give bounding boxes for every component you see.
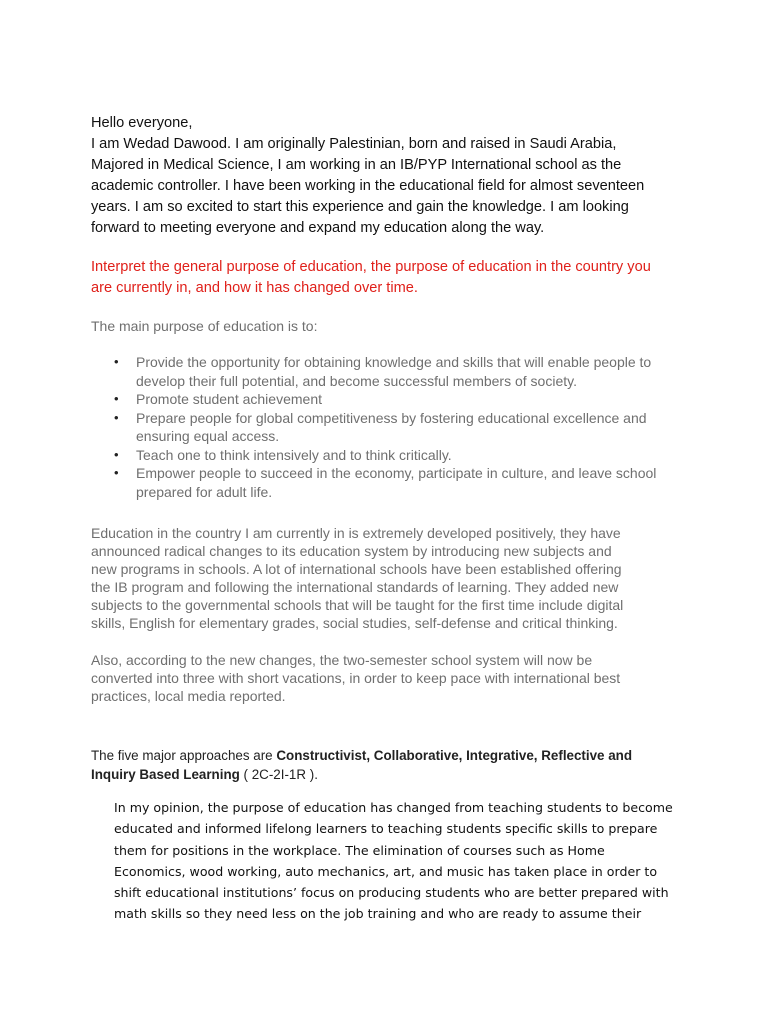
prompt-line: Interpret the general purpose of education, the purpose of education in the country you bbox=[91, 259, 651, 275]
country-line: the IB program and following the international standards of learning. They added new bbox=[91, 579, 619, 595]
opinion-line: shift educational institutions’ focus on producing students who are better prepared with bbox=[114, 885, 669, 901]
list-item-text: Teach one to think intensively and to think critically. bbox=[136, 446, 452, 463]
bullet-icon: • bbox=[114, 409, 119, 425]
list-item bbox=[91, 390, 681, 409]
approaches-suffix: ( 2C-2I-1R ). bbox=[239, 766, 318, 782]
purpose-lead bbox=[91, 317, 681, 335]
list-item-text: Prepare people for global competitiveness by fostering educational excellence and ensuring equal access. bbox=[136, 409, 647, 444]
intro-line: Majored in Medical Science, I am working in an IB/PYP International school as the bbox=[91, 157, 622, 173]
approaches-bold-2: Inquiry Based Learning bbox=[91, 766, 240, 782]
approaches-bold-1: Constructivist, Collaborative, Integrative, Reflective and bbox=[276, 748, 633, 763]
discussion-prompt bbox=[91, 257, 691, 299]
opinion-line: math skills so they need less on the job training and who are ready to assume their bbox=[114, 906, 642, 922]
purpose-list bbox=[91, 353, 681, 501]
prompt-line: are currently in, and how it has changed over time. bbox=[91, 280, 418, 296]
list-item-text: Provide the opportunity for obtaining knowledge and skills that will enable people to develop their full potential, and become successful members of society. bbox=[136, 354, 652, 389]
approaches-line-1 bbox=[91, 747, 681, 766]
intro-line: I am Wedad Dawood. I am originally Palestinian, born and raised in Saudi Arabia, bbox=[91, 136, 617, 152]
country-line: new programs in schools. A lot of international schools have been established offering bbox=[91, 561, 622, 577]
list-item bbox=[91, 464, 681, 501]
list-item-text: Empower people to succeed in the economy, participate in culture, and leave school prepared for adult life. bbox=[136, 465, 657, 500]
opinion-line: educated and informed lifelong learners to teaching students specific skills to prepare bbox=[114, 821, 658, 837]
list-item-text: Promote student achievement bbox=[136, 391, 322, 407]
approaches-prefix: The five major approaches are bbox=[91, 748, 277, 763]
bullet-icon: • bbox=[114, 391, 119, 406]
approaches-paragraph bbox=[91, 747, 681, 784]
country-line: skills, English for elementary grades, social studies, self-defense and critical thinking. bbox=[91, 615, 618, 631]
intro-line: forward to meeting everyone and expand my education along the way. bbox=[91, 220, 545, 236]
bullet-icon: • bbox=[114, 354, 119, 369]
list-item bbox=[91, 446, 681, 465]
approaches-line-2 bbox=[91, 766, 681, 785]
bullet-icon: • bbox=[114, 465, 119, 480]
opinion-line: Economics, wood working, auto mechanics, art, and music has taken place in order to bbox=[114, 863, 658, 879]
changes-line: practices, local media reported. bbox=[91, 688, 286, 704]
greeting-line: Hello everyone, bbox=[91, 115, 193, 131]
opinion-line: In my opinion, the purpose of education has changed from teaching students to become bbox=[114, 800, 673, 815]
list-item bbox=[91, 353, 681, 390]
intro-line: academic controller. I have been working in the educational field for almost seventeen bbox=[91, 178, 645, 194]
list-item bbox=[91, 409, 681, 446]
country-line: Education in the country I am currently in is extremely developed positively, they have bbox=[91, 525, 621, 541]
country-line: announced radical changes to its education system by introducing new subjects and bbox=[91, 543, 612, 559]
intro-section bbox=[91, 113, 691, 239]
intro-line: years. I am so excited to start this experience and gain the knowledge. I am looking bbox=[91, 199, 629, 215]
changes-paragraph bbox=[91, 651, 681, 705]
changes-line: Also, according to the new changes, the two-semester school system will now be bbox=[91, 652, 593, 668]
changes-line: converted into three with short vacations, in order to keep pace with international best bbox=[91, 670, 621, 686]
opinion-line: them for positions in the workplace. The elimination of courses such as Home bbox=[114, 842, 605, 858]
bullet-icon: • bbox=[114, 446, 119, 462]
purpose-lead-text: The main purpose of education is to: bbox=[91, 318, 318, 334]
country-line: subjects to the governmental schools that will be taught for the first time include digital bbox=[91, 597, 624, 613]
country-paragraph bbox=[91, 524, 681, 632]
opinion-paragraph bbox=[114, 797, 694, 925]
